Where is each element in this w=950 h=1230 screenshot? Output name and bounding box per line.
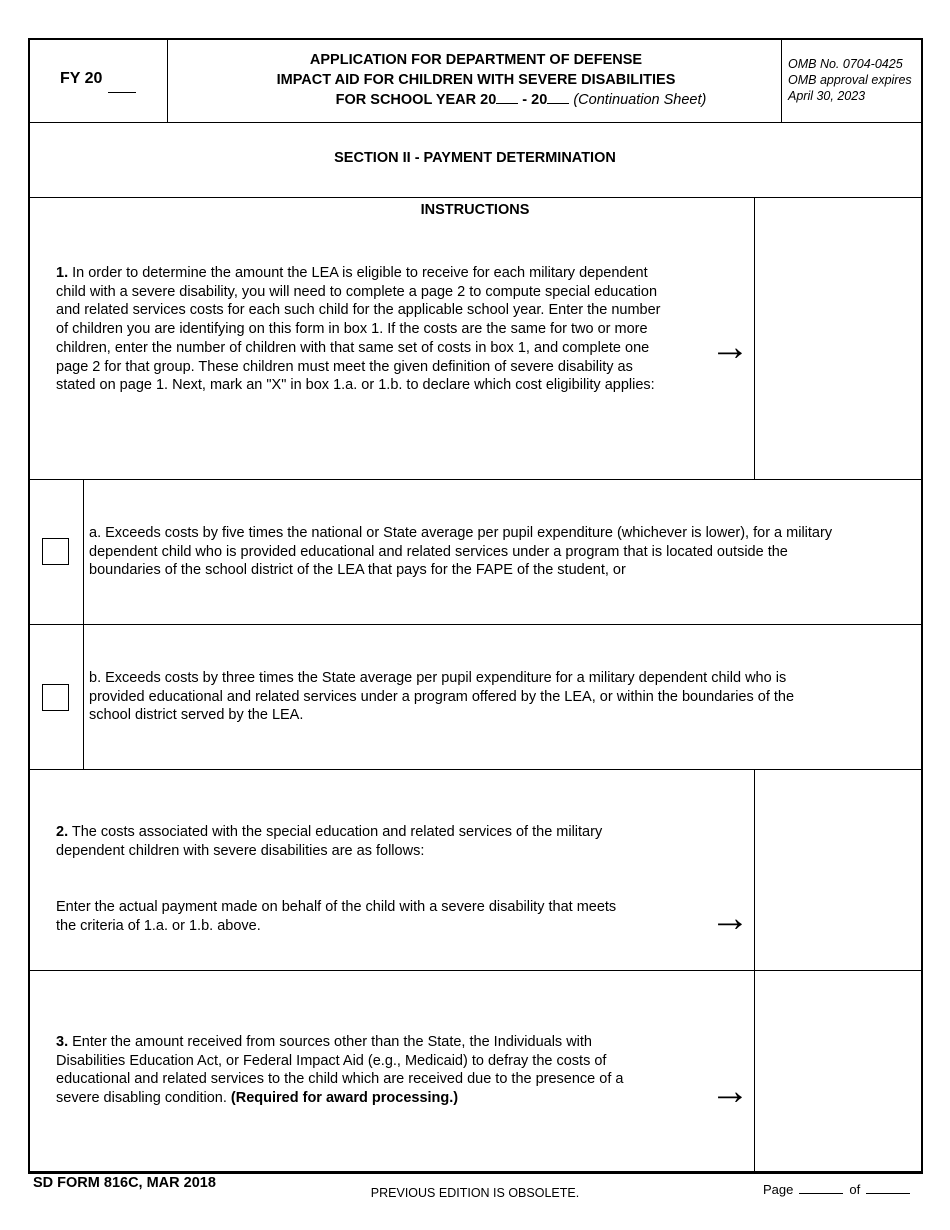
option-a-checkbox[interactable]	[42, 538, 69, 565]
arrow-right-icon: →	[710, 325, 750, 369]
fiscal-year-field[interactable]	[108, 92, 136, 93]
instruction-item-3: 3. Enter the amount received from sources other than the State, the Individuals with Disabilities Education Act, or Federal Impact Aid (e.g., Medicaid) to defray the costs of educational and related services to the child which are received due to the presence of a severe disabling condition. (Required for award processing.)	[56, 1034, 624, 1107]
instruction-item-1: 1. In order to determine the amount the LEA is eligible to receive for each military dependent child with a severe disability, you will need to complete a page 2 to compute special education and related services costs for each such child for the applicable school year. Enter the number of children you are identifying on this form in box 1. If the costs are the same for two or more children, enter the number of children with that same set of costs in box 1, and complete one page 2 for that group. These children must meet the given definition of severe disability as stated on page 1. Next, mark an "X" in box 1.a. or 1.b. to declare which cost eligibility applies:	[56, 265, 661, 394]
instruction-item-2: 2. The costs associated with the special education and related services of the military dependent children with severe disabilities are as follows:	[56, 824, 603, 859]
divider	[167, 39, 168, 123]
omb-info: OMB No. 0704-0425 OMB approval expires April 30, 2023	[788, 57, 912, 103]
option-a-text: a. Exceeds costs by five times the national or State average per pupil expenditure (whichever is lower), for a military dependent child who is provided educational and related services under a program that is located outside the boundaries of the school district of the LEA that pays for the FAPE of the student, or	[89, 525, 833, 579]
section-title: SECTION II - PAYMENT DETERMINATION	[334, 150, 616, 166]
instruction-item-2-sub: Enter the actual payment made on behalf of the child with a severe disability that meets the criteria of 1.a. or 1.b. above.	[56, 899, 617, 934]
divider	[29, 479, 922, 480]
instructions-title: INSTRUCTIONS	[420, 202, 530, 218]
school-year-end-field[interactable]	[547, 91, 569, 104]
obsolete-notice: PREVIOUS EDITION IS OBSOLETE.	[370, 1186, 580, 1200]
box-3-input[interactable]	[756, 972, 920, 1171]
divider	[29, 769, 922, 770]
option-b-text: b. Exceeds costs by three times the State average per pupil expenditure for a military dependent child who is provided educational and related services under a program offered by the LEA, or within the boundaries of the school district served by the LEA.	[89, 670, 795, 724]
divider	[29, 197, 922, 198]
divider	[29, 970, 922, 971]
arrow-right-icon: →	[710, 896, 750, 940]
divider	[754, 769, 755, 1173]
divider	[29, 122, 922, 123]
arrow-right-icon: →	[710, 1069, 750, 1113]
box-2-input[interactable]	[756, 771, 920, 969]
box-1-input[interactable]	[756, 199, 920, 478]
page-total-field[interactable]	[866, 1181, 910, 1194]
fiscal-year-label: FY 20	[60, 70, 103, 87]
school-year-start-field[interactable]	[496, 91, 518, 104]
page-number: Page of	[763, 1181, 916, 1197]
option-b-checkbox[interactable]	[42, 684, 69, 711]
divider	[83, 479, 84, 770]
divider	[29, 624, 922, 625]
form-title: APPLICATION FOR DEPARTMENT OF DEFENSE IMPACT AID FOR CHILDREN WITH SEVERE DISABILITIES FOR SCHOOL YEAR 20 - 20 (Continuation Sheet)	[276, 52, 707, 108]
form-id: SD FORM 816C, MAR 2018	[33, 1175, 216, 1191]
divider	[754, 197, 755, 480]
page-number-field[interactable]	[799, 1181, 843, 1194]
